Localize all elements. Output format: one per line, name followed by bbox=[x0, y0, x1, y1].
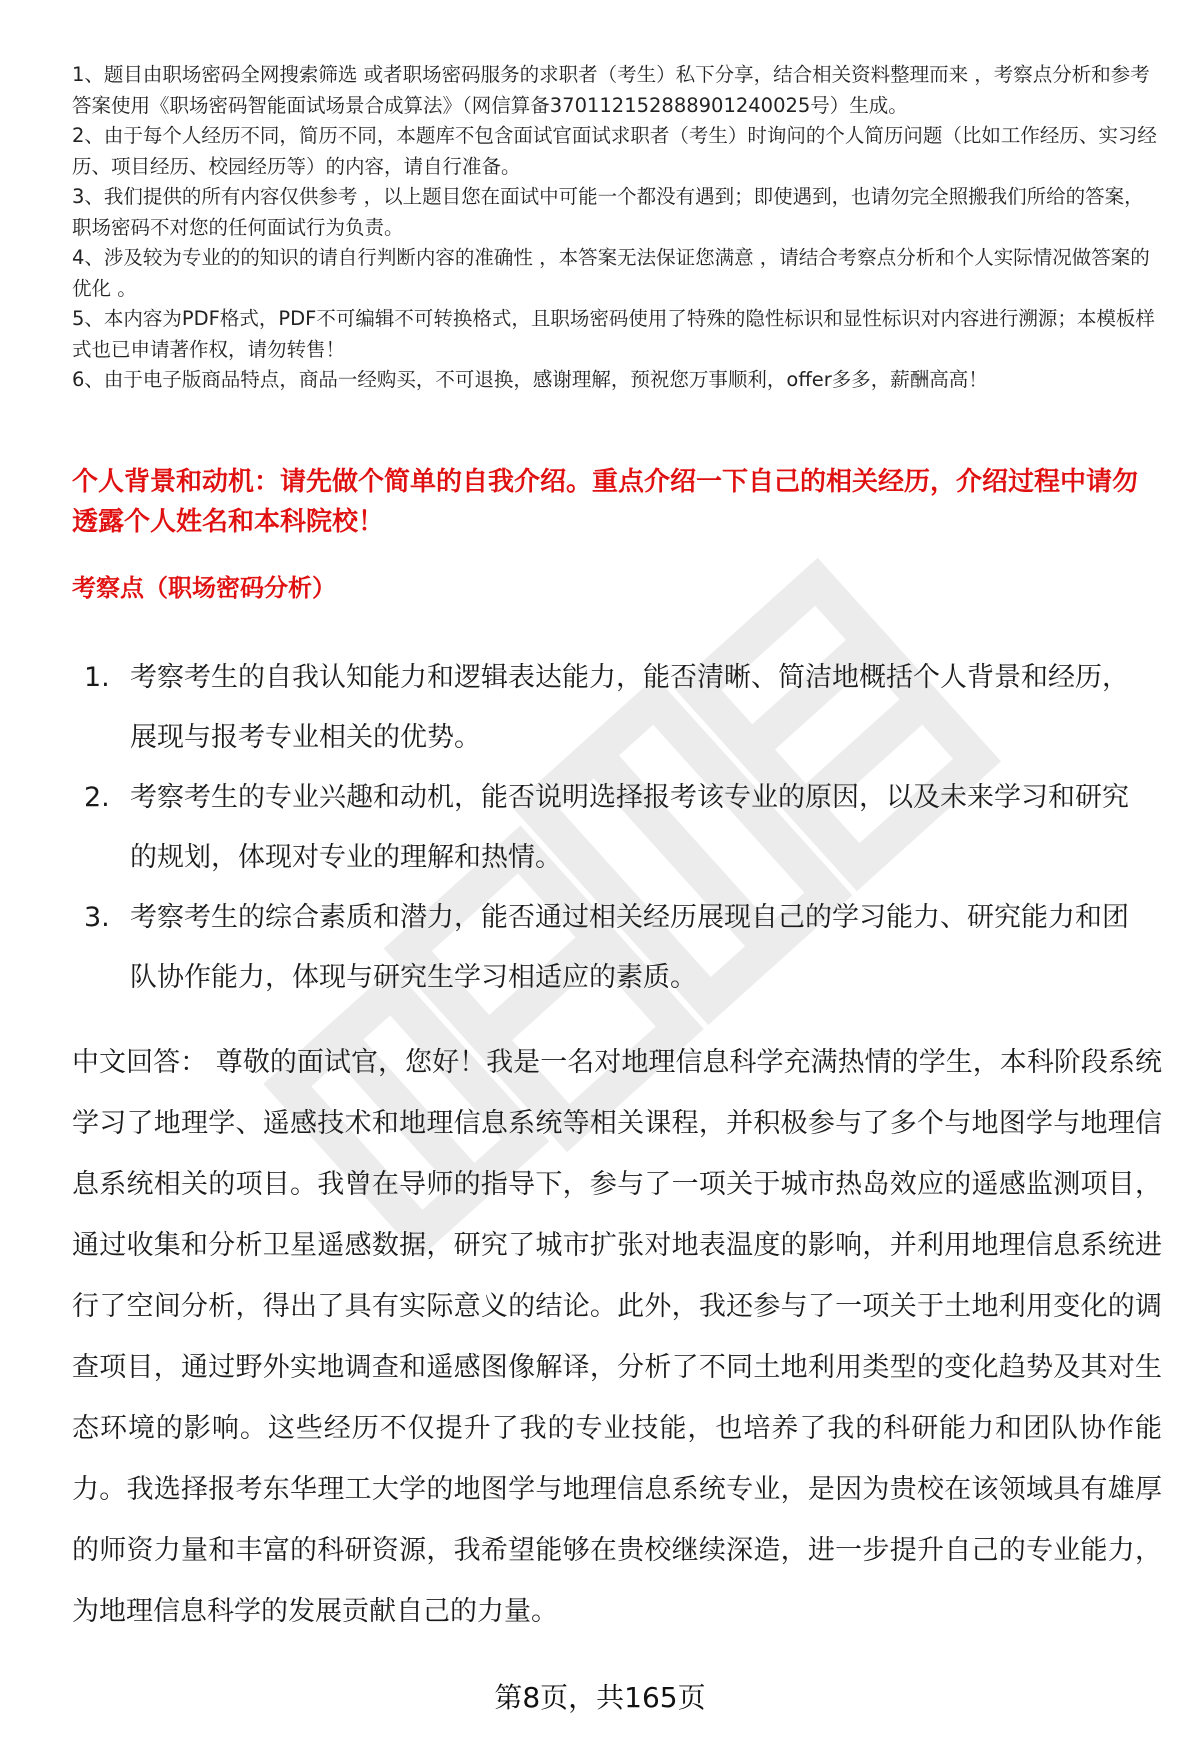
disclaimer-note: 2、由于每个人经历不同，简历不同，本题库不包含面试官面试求职者（考生）时询问的个人简历问题（比如工作经历、实习经历、项目经历、校园经历等）的内容，请自行准备。 bbox=[72, 124, 1157, 178]
analysis-point bbox=[84, 768, 1154, 888]
point-text: 考察考生的专业兴趣和动机，能否说明选择报考该专业的原因，以及未来学习和研究的规划，体现对专业的理解和热情。 bbox=[130, 782, 1129, 873]
page-number: 第8页，共165页 bbox=[494, 1681, 706, 1714]
point-text: 考察考生的自我认知能力和逻辑表达能力，能否清晰、简洁地概括个人背景和经历，展现与报考专业相关的优势。 bbox=[130, 662, 1129, 753]
disclaimer-note: 5、本内容为PDF格式，PDF不可编辑不可转换格式，且职场密码使用了特殊的隐性标识和显性标识对内容进行溯源；本模板样式也已申请著作权，请勿转售！ bbox=[72, 307, 1155, 361]
analysis-heading: 考察点（职场密码分析） bbox=[72, 574, 336, 602]
point-text: 考察考生的综合素质和潜力，能否通过相关经历展现自己的学习能力、研究能力和团队协作能力，体现与研究生学习相适应的素质。 bbox=[130, 902, 1129, 993]
interview-question: 个人背景和动机：请先做个简单的自我介绍。重点介绍一下自己的相关经历，介绍过程中请勿透露个人姓名和本科院校！ bbox=[72, 467, 1139, 537]
disclaimer-note: 1、题目由职场密码全网搜索筛选 或者职场密码服务的求职者（考生）私下分享，结合相关资料整理而来 ，考察点分析和参考答案使用《职场密码智能面试场景合成算法》（网信算备370112152888901240025号）生成。 bbox=[72, 63, 1150, 117]
point-number: 3. bbox=[84, 902, 110, 933]
analysis-points bbox=[84, 648, 1154, 1008]
analysis-point bbox=[84, 888, 1154, 1008]
disclaimer-note: 6、由于电子版商品特点，商品一经购买，不可退换，感谢理解，预祝您万事顺利，offer多多，薪酬高高！ bbox=[72, 368, 988, 391]
chinese-answer: 中文回答： 尊敬的面试官，您好！我是一名对地理信息科学充满热情的学生，本科阶段系统学习了地理学、遥感技术和地理信息系统等相关课程，并积极参与了多个与地图学与地理信息系统相关的项目。我曾在导师的指导下，参与了一项关于城市热岛效应的遥感监测项目，通过收集和分析卫星遥感数据，研究了城市扩张对地表温度的影响，并利用地理信息系统进行了空间分析，得出了具有实际意义的结论。此外，我还参与了一项关于土地利用变化的调查项目，通过野外实地调查和遥感图像解译，分析了不同土地利用类型的变化趋势及其对生态环境的影响。这些经历不仅提升了我的专业技能，也培养了我的科研能力和团队协作能力。我选择报考东华理工大学的地图学与地理信息系统专业，是因为贵校在该领域具有雄厚的师资力量和丰富的科研资源，我希望能够在贵校继续深造，进一步提升自己的专业能力，为地理信息科学的发展贡献自己的力量。 bbox=[72, 1047, 1162, 1627]
disclaimer-notes bbox=[72, 60, 1162, 396]
point-number: 2. bbox=[84, 782, 110, 813]
analysis-point bbox=[84, 648, 1154, 768]
disclaimer-note: 3、我们提供的所有内容仅供参考 ，以上题目您在面试中可能一个都没有遇到；即使遇到，也请勿完全照搬我们所给的答案，职场密码不对您的任何面试行为负责。 bbox=[72, 185, 1144, 239]
disclaimer-note: 4、涉及较为专业的的知识的请自行判断内容的准确性 ，本答案无法保证您满意 ，请结合考察点分析和个人实际情况做答案的优化 。 bbox=[72, 246, 1150, 300]
point-number: 1. bbox=[84, 662, 110, 693]
